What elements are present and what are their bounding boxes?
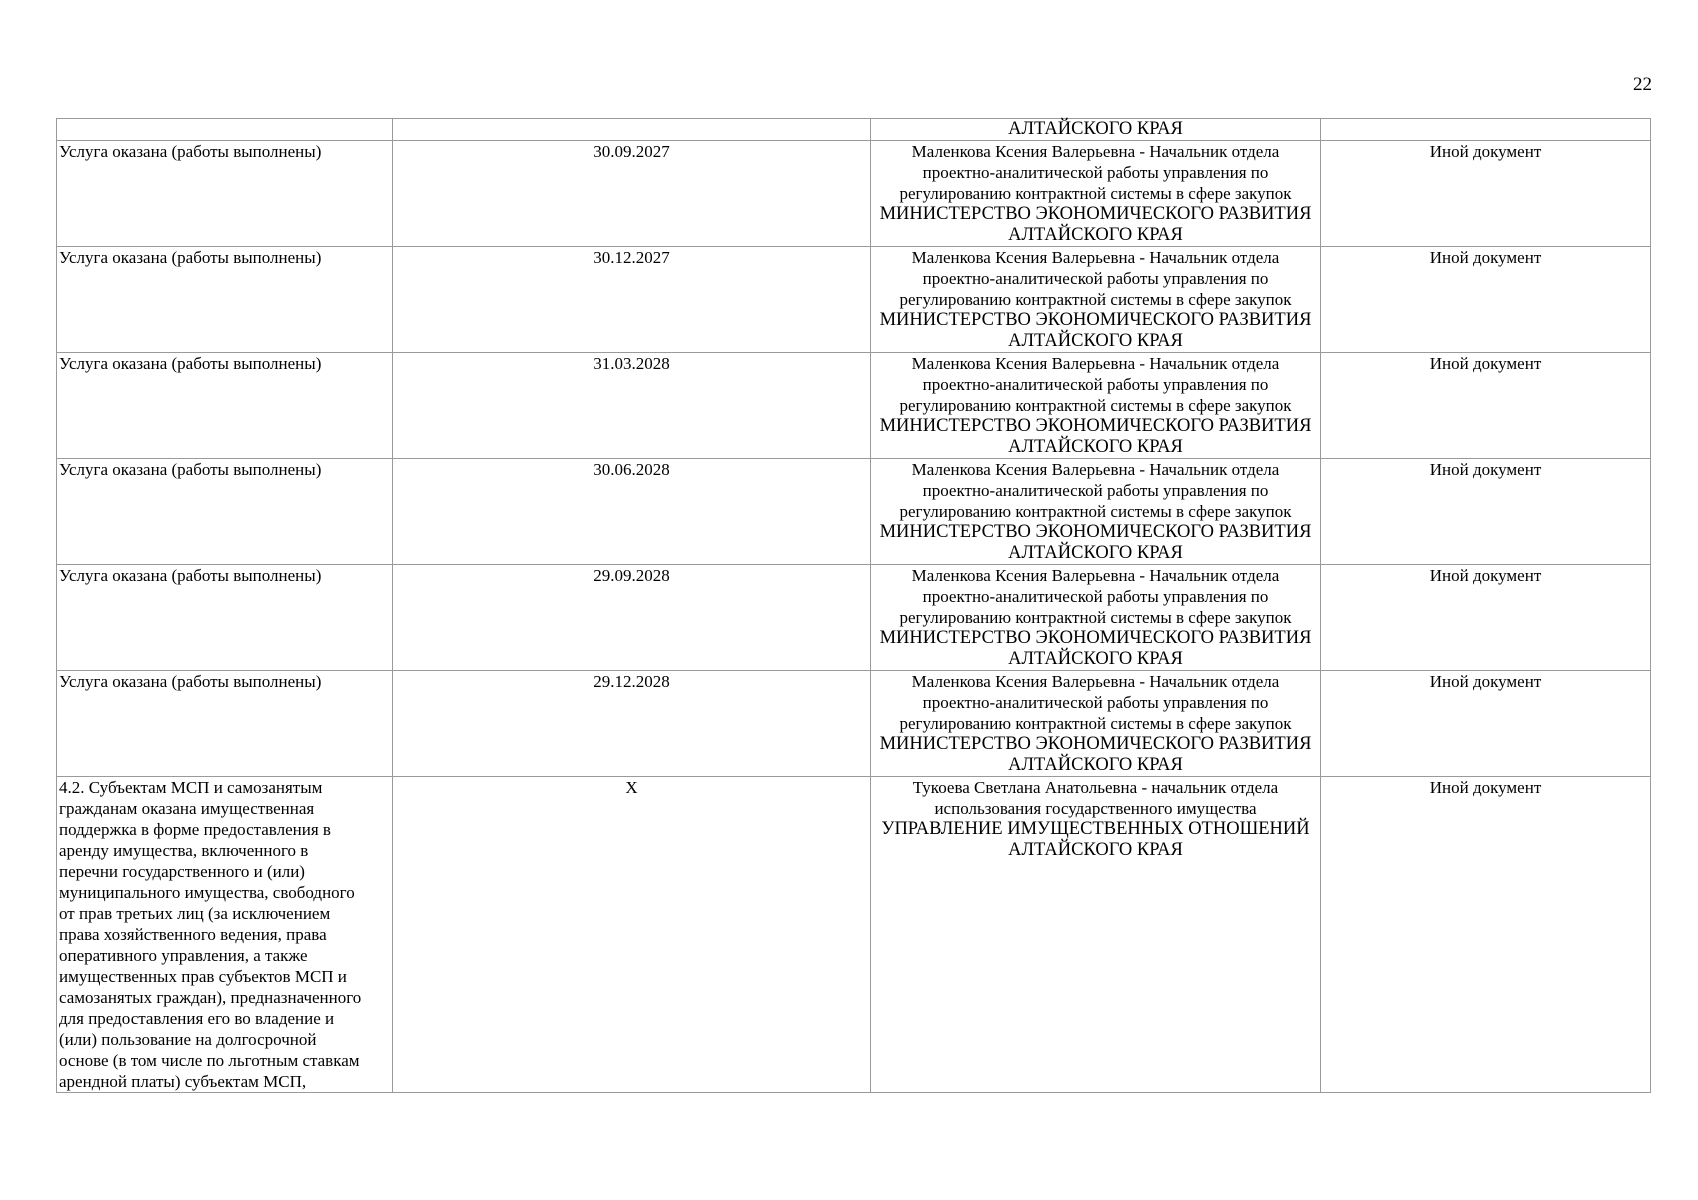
result-cell: Услуга оказана (работы выполнены) xyxy=(57,353,393,459)
responsible-line: использования государственного имущества xyxy=(934,799,1257,818)
description-line: арендной платы) субъектам МСП, xyxy=(59,1072,307,1091)
responsible-cell xyxy=(871,247,1321,353)
responsible-line: регулированию контрактной системы в сфере закупок xyxy=(899,502,1292,521)
document-cell: Иной документ xyxy=(1321,141,1651,247)
responsible-line: Маленкова Ксения Валерьевна - Начальник отдела xyxy=(911,142,1280,161)
document-cell: Иной документ xyxy=(1321,671,1651,777)
date-cell: X xyxy=(393,777,871,1093)
document-cell: Иной документ xyxy=(1321,459,1651,565)
responsible-line: проектно-аналитической работы управления по xyxy=(922,269,1269,288)
description-line: основе (в том числе по льготным ставкам xyxy=(59,1051,360,1070)
org-name-line: МИНИСТЕРСТВО ЭКОНОМИЧЕСКОГО РАЗВИТИЯ xyxy=(879,310,1312,330)
description-line: самозанятых граждан), предназначенного xyxy=(59,988,362,1007)
table-row xyxy=(57,353,1651,459)
org-name-line: АЛТАЙСКОГО КРАЯ xyxy=(1008,437,1183,457)
date-cell: 31.03.2028 xyxy=(393,353,871,459)
org-name-line: АЛТАЙСКОГО КРАЯ xyxy=(1008,755,1183,775)
date-cell: 29.12.2028 xyxy=(393,671,871,777)
responsible-cell xyxy=(871,777,1321,1093)
description-line: оперативного управления, а также xyxy=(59,946,308,965)
responsible-line: Маленкова Ксения Валерьевна - Начальник отдела xyxy=(911,566,1280,585)
responsible-line: Маленкова Ксения Валерьевна - Начальник отдела xyxy=(911,354,1280,373)
responsible-cell xyxy=(871,353,1321,459)
document-cell: Иной документ xyxy=(1321,247,1651,353)
org-name-line: МИНИСТЕРСТВО ЭКОНОМИЧЕСКОГО РАЗВИТИЯ xyxy=(879,734,1312,754)
date-cell: 30.12.2027 xyxy=(393,247,871,353)
description-line: от прав третьих лиц (за исключением xyxy=(59,904,331,923)
responsible-line: проектно-аналитической работы управления по xyxy=(922,163,1269,182)
table-row xyxy=(57,459,1651,565)
description-line: для предоставления его во владение и xyxy=(59,1009,335,1028)
responsible-cell xyxy=(871,565,1321,671)
org-name-line: АЛТАЙСКОГО КРАЯ xyxy=(1008,225,1183,245)
org-name-line: АЛТАЙСКОГО КРАЯ xyxy=(1008,543,1183,563)
table-row xyxy=(57,565,1651,671)
responsible-line: Маленкова Ксения Валерьевна - Начальник отдела xyxy=(911,460,1280,479)
responsible-line: проектно-аналитической работы управления по xyxy=(922,693,1269,712)
responsible-line: проектно-аналитической работы управления по xyxy=(922,375,1269,394)
description-line: аренду имущества, включенного в xyxy=(59,841,309,860)
responsible-cell xyxy=(871,119,1321,141)
responsible-line: регулированию контрактной системы в сфере закупок xyxy=(899,290,1292,309)
page-number: 22 xyxy=(1633,74,1652,95)
result-cell: Услуга оказана (работы выполнены) xyxy=(57,247,393,353)
table-row xyxy=(57,141,1651,247)
description-line: 4.2. Субъектам МСП и самозанятым xyxy=(59,778,323,797)
table-row xyxy=(57,777,1651,1093)
date-cell xyxy=(393,119,871,141)
org-name-line: АЛТАЙСКОГО КРАЯ xyxy=(1008,649,1183,669)
responsible-line: регулированию контрактной системы в сфере закупок xyxy=(899,184,1292,203)
date-cell: 30.09.2027 xyxy=(393,141,871,247)
org-name-line: АЛТАЙСКОГО КРАЯ xyxy=(1008,840,1183,860)
org-name-line: МИНИСТЕРСТВО ЭКОНОМИЧЕСКОГО РАЗВИТИЯ xyxy=(879,628,1312,648)
responsible-line: Маленкова Ксения Валерьевна - Начальник отдела xyxy=(911,672,1280,691)
org-name-line: МИНИСТЕРСТВО ЭКОНОМИЧЕСКОГО РАЗВИТИЯ xyxy=(879,522,1312,542)
document-cell: Иной документ xyxy=(1321,353,1651,459)
result-cell: Услуга оказана (работы выполнены) xyxy=(57,565,393,671)
responsible-line: регулированию контрактной системы в сфере закупок xyxy=(899,714,1292,733)
table-row xyxy=(57,119,1651,141)
org-name-line: АЛТАЙСКОГО КРАЯ xyxy=(1008,119,1183,139)
control-points-table xyxy=(56,118,1651,1093)
description-line: права хозяйственного ведения, права xyxy=(59,925,327,944)
responsible-cell xyxy=(871,671,1321,777)
org-name-line: МИНИСТЕРСТВО ЭКОНОМИЧЕСКОГО РАЗВИТИЯ xyxy=(879,204,1312,224)
org-name-line: МИНИСТЕРСТВО ЭКОНОМИЧЕСКОГО РАЗВИТИЯ xyxy=(879,416,1312,436)
org-name-line: УПРАВЛЕНИЕ ИМУЩЕСТВЕННЫХ ОТНОШЕНИЙ xyxy=(881,819,1310,839)
date-cell: 30.06.2028 xyxy=(393,459,871,565)
responsible-cell xyxy=(871,459,1321,565)
table-row xyxy=(57,671,1651,777)
date-cell: 29.09.2028 xyxy=(393,565,871,671)
description-line: поддержка в форме предоставления в xyxy=(59,820,331,839)
table-row xyxy=(57,247,1651,353)
description-line: муниципального имущества, свободного xyxy=(59,883,355,902)
document-cell: Иной документ xyxy=(1321,565,1651,671)
description-line: (или) пользование на долгосрочной xyxy=(59,1030,317,1049)
result-cell xyxy=(57,119,393,141)
document-cell: Иной документ xyxy=(1321,777,1651,1093)
description-line: перечни государственного и (или) xyxy=(59,862,305,881)
result-cell: Услуга оказана (работы выполнены) xyxy=(57,141,393,247)
responsible-line: регулированию контрактной системы в сфере закупок xyxy=(899,608,1292,627)
responsible-line: регулированию контрактной системы в сфере закупок xyxy=(899,396,1292,415)
document-cell xyxy=(1321,119,1651,141)
org-name-line: АЛТАЙСКОГО КРАЯ xyxy=(1008,331,1183,351)
result-cell: Услуга оказана (работы выполнены) xyxy=(57,459,393,565)
description-cell xyxy=(57,777,393,1093)
description-line: имущественных прав субъектов МСП и xyxy=(59,967,347,986)
responsible-line: Маленкова Ксения Валерьевна - Начальник отдела xyxy=(911,248,1280,267)
description-line: гражданам оказана имущественная xyxy=(59,799,315,818)
responsible-line: проектно-аналитической работы управления по xyxy=(922,481,1269,500)
responsible-cell xyxy=(871,141,1321,247)
result-cell: Услуга оказана (работы выполнены) xyxy=(57,671,393,777)
responsible-line: Тукоева Светлана Анатольевна - начальник отдела xyxy=(912,778,1279,797)
responsible-line: проектно-аналитической работы управления по xyxy=(922,587,1269,606)
